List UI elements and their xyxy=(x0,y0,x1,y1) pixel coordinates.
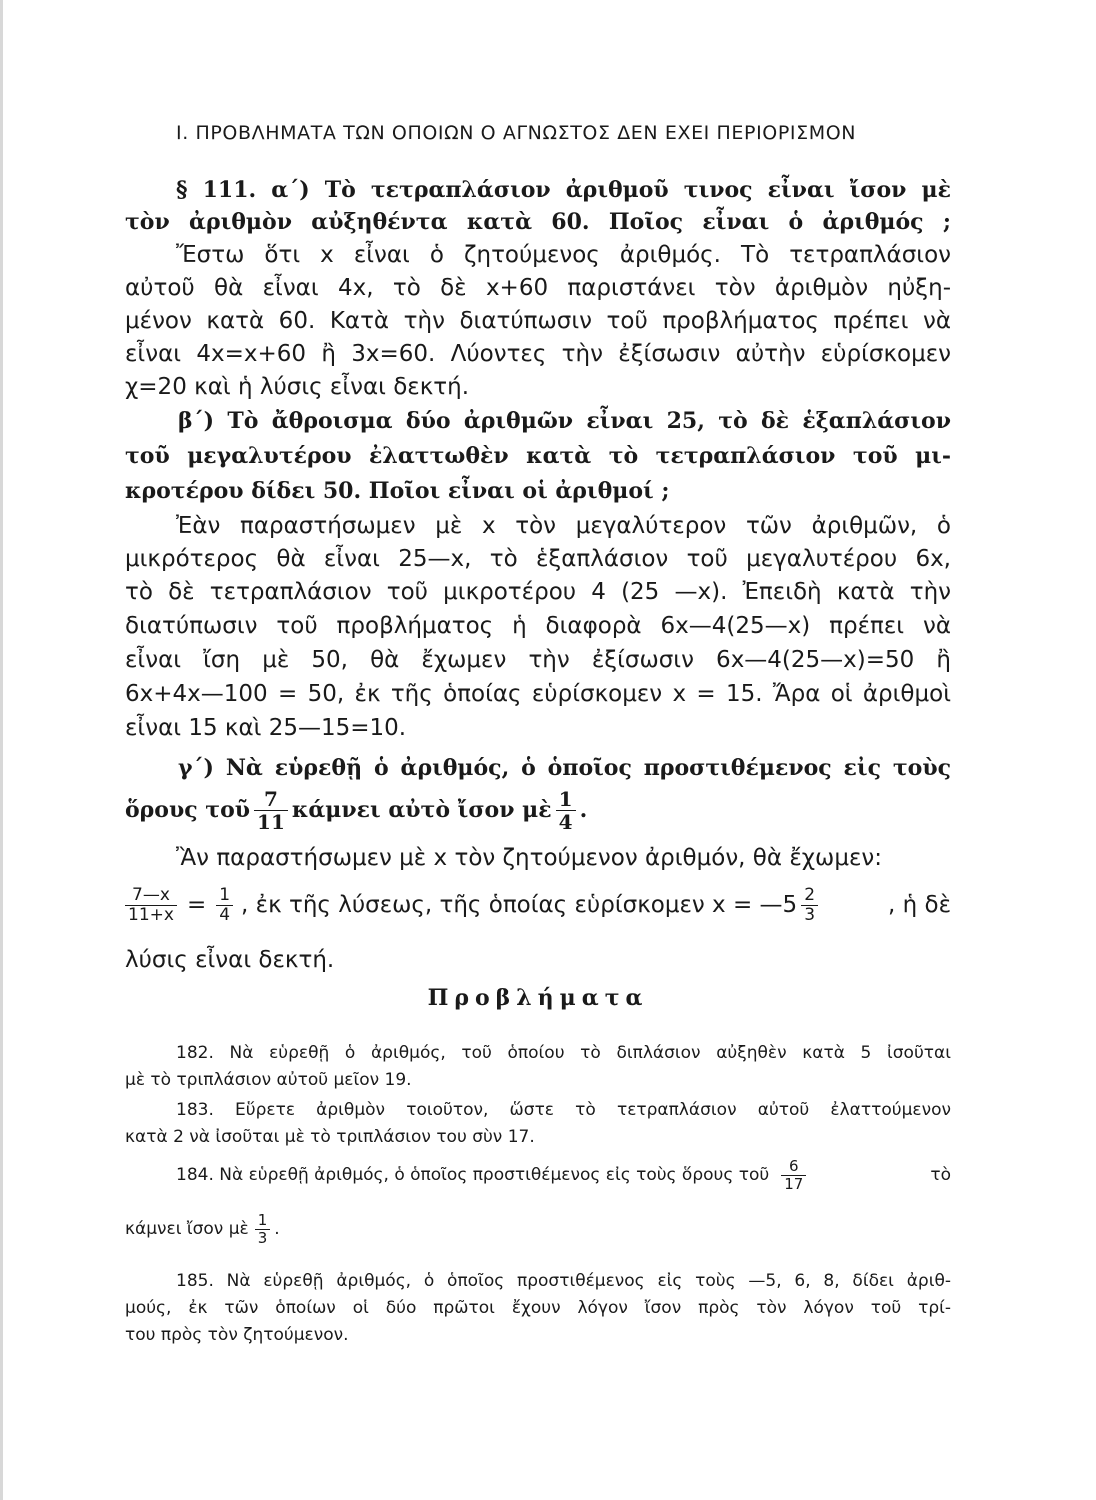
problem-b-answer-line-5: εἶναι ἴση μὲ 50, θὰ ἔχωμεν τὴν ἐξίσωσιν 6x—4(25—x)=50 ἢ xyxy=(125,647,951,673)
problem-c-answer-line-1: Ἂν παραστήσωμεν μὲ x τὸν ζητούμενον ἀριθμόν, θὰ ἔχωμεν: xyxy=(176,845,882,871)
exercise-184-text-c: κάμνει ἴσον μὲ xyxy=(125,1219,249,1239)
fraction-1-4 xyxy=(556,788,576,833)
problem-b-question-line-2: τοῦ μεγαλυτέρου ἐλαττωθὲν κατὰ τὸ τετραπλάσιον τοῦ μι- xyxy=(125,443,951,469)
problem-a-answer-line-3: μένον κατὰ 60. Κατὰ τὴν διατύπωσιν τοῦ προβλήματος πρέπει νὰ xyxy=(125,308,951,334)
fraction-numerator: 1 xyxy=(216,886,233,906)
fraction-denominator: 11+x xyxy=(128,904,174,925)
chapter-header: Ι. ΠΡΟΒΛΗΜΑΤΑ ΤΩΝ ΟΠΟΙΩΝ Ο ΑΓΝΩΣΤΟΣ ΔΕΝ ΕΧΕΙ ΠΕΡΙΟΡΙΣΜΟΝ xyxy=(176,122,857,144)
fraction-denominator: 4 xyxy=(558,809,573,834)
problems-heading: Προβλήματα xyxy=(427,985,649,1011)
exercise-182-line-2: μὲ τὸ τριπλάσιον αὐτοῦ μεῖον 19. xyxy=(125,1070,412,1090)
problem-c-question-text-c: . xyxy=(579,797,588,823)
fraction-7-minus-x-over-11-plus-x xyxy=(125,886,177,924)
equals-sign: = xyxy=(186,892,207,918)
exercise-185-line-1: 185. Νὰ εὑρεθῇ ἀριθμός, ὁ ὁποῖος προστιθέμενος εἰς τοὺς —5, 6, 8, δίδει ἀριθ- xyxy=(176,1271,951,1291)
problem-b-question-line-1: β΄) Τὸ ἄθροισμα δύο ἀριθμῶν εἶναι 25, τὸ δὲ ἑξαπλάσιον xyxy=(178,408,951,434)
problem-b-answer-line-4: διατύπωσιν τοῦ προβλήματος ἡ διαφορὰ 6x—4(25—x) πρέπει νὰ xyxy=(125,613,951,639)
fraction-6-17 xyxy=(781,1158,806,1192)
problem-a-answer-line-2: αὐτοῦ θὰ εἶναι 4x, τὸ δὲ x+60 παριστάνει τὸν ἀριθμὸν ηὐξη- xyxy=(125,275,951,301)
problem-b-answer-line-7: εἶναι 15 καὶ 25—15=10. xyxy=(125,715,407,741)
fraction-numerator: 7—x xyxy=(125,886,177,906)
fraction-denominator: 17 xyxy=(784,1174,804,1193)
problem-a-answer-line-1: Ἔστω ὅτι x εἶναι ὁ ζητούμενος ἀριθμός. Τὸ τετραπλάσιον xyxy=(176,242,951,268)
fraction-numerator: 2 xyxy=(801,886,818,906)
fraction-denominator: 4 xyxy=(219,904,231,925)
problem-c-question-text-b: κάμνει αὐτὸ ἴσον μὲ xyxy=(291,797,552,823)
exercise-184-text-b: τὸ xyxy=(930,1165,951,1185)
fraction-1-4-eq xyxy=(216,886,233,924)
problem-c-question-text-a: ὅρους τοῦ xyxy=(125,797,251,823)
equation-tail: , ἡ δὲ xyxy=(887,892,951,918)
exercise-184-line-1 xyxy=(176,1152,951,1198)
problem-a-answer-line-5: χ=20 καὶ ἡ λύσις εἶναι δεκτή. xyxy=(125,374,470,400)
problem-b-answer-line-1: Ἐὰν παραστήσωμεν μὲ x τὸν μεγαλύτερον τῶν ἀριθμῶν, ὁ xyxy=(176,513,951,539)
exercise-185-line-2: μούς, ἐκ τῶν ὁποίων οἱ δύο πρῶτοι ἔχουν λόγον ἴσον πρὸς τὸν λόγον τοῦ τρί- xyxy=(125,1298,951,1318)
fraction-denominator: 3 xyxy=(257,1228,268,1247)
exercise-184-line-2 xyxy=(125,1206,951,1252)
fraction-1-3 xyxy=(255,1212,271,1246)
fraction-numerator: 7 xyxy=(254,788,288,811)
fraction-numerator: 1 xyxy=(556,788,576,811)
exercise-183-line-2: κατὰ 2 νὰ ἰσοῦται μὲ τὸ τριπλάσιον του σὺν 17. xyxy=(125,1127,535,1147)
problem-c-question-line-1: γ΄) Νὰ εὑρεθῇ ὁ ἀριθμός, ὁ ὁποῖος προστιθέμενος εἰς τοὺς xyxy=(178,755,951,781)
problem-b-answer-line-6: 6x+4x—100 = 50, ἐκ τῆς ὁποίας εὑρίσκομεν x = 15. Ἄρα οἱ ἀριθμοὶ xyxy=(125,681,951,707)
problem-b-question-line-3: κροτέρου δίδει 50. Ποῖοι εἶναι οἱ ἀριθμοί ; xyxy=(125,478,670,504)
problem-b-answer-line-2: μικρότερος θὰ εἶναι 25—x, τὸ ἑξαπλάσιον τοῦ μεγαλυτέρου 6x, xyxy=(125,546,951,572)
exercise-184-text-d: . xyxy=(274,1219,280,1239)
problem-a-question-line-1: § 111. α΄) Τὸ τετραπλάσιον ἀριθμοῦ τινος εἶναι ἴσον μὲ xyxy=(176,177,951,203)
exercise-185-line-3: του πρὸς τὸν ζητούμενον. xyxy=(125,1325,349,1345)
problem-a-question-line-2: τὸν ἀριθμὸν αὐξηθέντα κατὰ 60. Ποῖος εἶναι ὁ ἀριθμός ; xyxy=(125,209,951,235)
exercise-184-text-a: 184. Νὰ εὑρεθῇ ἀριθμός, ὁ ὁποῖος προστιθέμενος εἰς τοὺς ὅρους τοῦ xyxy=(176,1165,770,1185)
equation-text: , ἐκ τῆς λύσεως, τῆς ὁποίας εὑρίσκομεν x = —5 xyxy=(241,892,798,918)
fraction-denominator: 11 xyxy=(257,809,285,834)
fraction-denominator: 3 xyxy=(804,904,816,925)
exercise-183-line-1: 183. Εὕρετε ἀριθμὸν τοιοῦτον, ὥστε τὸ τετραπλάσιον αὐτοῦ ἐλαττούμενον xyxy=(176,1100,951,1120)
fraction-numerator: 1 xyxy=(255,1212,271,1230)
problem-a-answer-line-4: εἶναι 4x=x+60 ἢ 3x=60. Λύοντες τὴν ἐξίσωσιν αὐτὴν εὑρίσκομεν xyxy=(125,341,951,367)
problem-c-equation-line xyxy=(125,876,951,934)
fraction-numerator: 6 xyxy=(781,1158,806,1176)
problem-c-question-line-2 xyxy=(125,785,951,835)
exercise-182-line-1: 182. Νὰ εὑρεθῇ ὁ ἀριθμός, τοῦ ὁποίου τὸ διπλάσιον αὐξηθὲν κατὰ 5 ἰσοῦται xyxy=(176,1043,951,1063)
fraction-2-3 xyxy=(801,886,818,924)
fraction-7-11 xyxy=(254,788,288,833)
scan-edge xyxy=(0,0,3,1500)
problem-b-answer-line-3: τὸ δὲ τετραπλάσιον τοῦ μικροτέρου 4 (25 —x). Ἐπειδὴ κατὰ τὴν xyxy=(125,579,951,605)
problem-c-answer-last: λύσις εἶναι δεκτή. xyxy=(125,947,335,973)
